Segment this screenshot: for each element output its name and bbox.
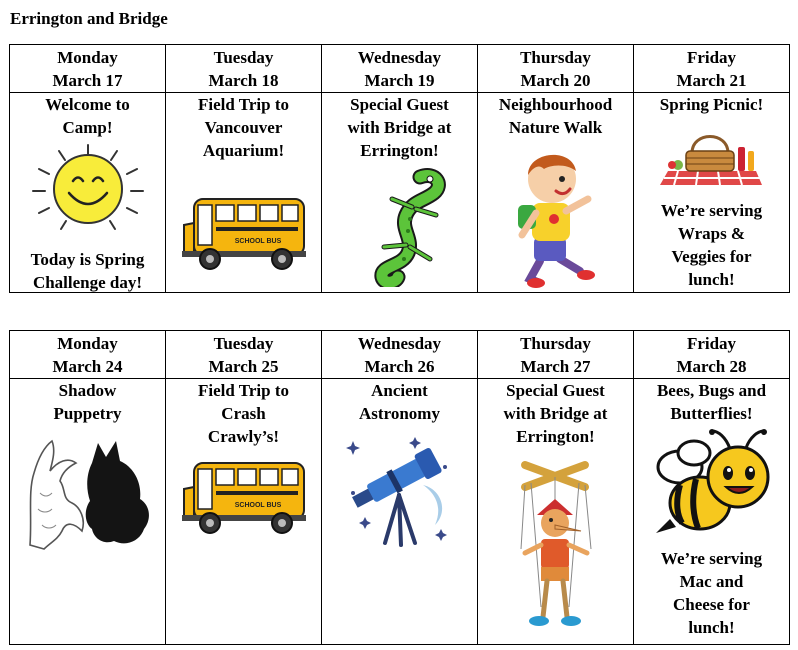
telescope-icon [345,433,455,551]
day-header-tuesday [166,331,322,379]
picnic-basket-icon [658,125,766,187]
day-name: Friday [686,48,737,67]
day-header-tuesday [166,45,322,93]
activity-text: Field Trip to Crash Crawly’s! [198,381,289,446]
activity-text: Special Guest with Bridge at Errington! [503,381,608,446]
page-title: Errington and Bridge [10,9,168,28]
bee-icon [646,429,778,539]
week-2-calendar [9,330,790,645]
activity-row [10,93,790,293]
activity-text: Shadow Puppetry [53,381,122,423]
day-date: March 19 [364,71,435,90]
day-date: March 26 [364,357,435,376]
day-date: March 25 [208,357,279,376]
activity-cell-monday [10,379,166,645]
activity-cell-wednesday [322,379,478,645]
day-date: March 20 [520,71,591,90]
activity-cell-monday [10,93,166,293]
school-bus-icon [180,457,308,537]
day-header-monday [10,331,166,379]
day-name: Thursday [520,334,591,353]
day-name: Monday [57,334,118,353]
day-name: Wednesday [357,48,442,67]
day-header-thursday [478,331,634,379]
day-header-wednesday [322,331,478,379]
day-header-monday [10,45,166,93]
day-header-friday [634,45,790,93]
day-date: March 18 [208,71,279,90]
bus-label: SCHOOL BUS [234,238,281,245]
activity-text: Welcome to Camp! [45,95,130,137]
day-date: March 17 [52,71,123,90]
lunch-menu: We’re serving Mac and Cheese for lunch! [660,549,763,637]
lunch-menu: We’re serving Wraps & Veggies for lunch! [660,201,763,289]
activity-cell-wednesday [322,93,478,293]
day-date: March 27 [520,357,591,376]
day-header-row [10,45,790,93]
day-name: Thursday [520,48,591,67]
day-header-row [10,331,790,379]
day-name: Monday [57,48,118,67]
gecko-icon [350,167,450,287]
activity-cell-thursday [478,93,634,293]
day-name: Tuesday [213,334,274,353]
activity-row [10,379,790,645]
day-date: March 24 [52,357,123,376]
activity-cell-tuesday [166,93,322,293]
bus-label: SCHOOL BUS [234,502,281,509]
week-1-calendar [9,44,790,293]
shadow-puppet-icon [22,433,154,551]
activity-cell-friday [634,93,790,293]
activity-text: Bees, Bugs and Butterflies! [656,381,767,423]
activity-cell-tuesday [166,379,322,645]
activity-text: Field Trip to Vancouver Aquarium! [198,95,289,160]
activity-text: Spring Picnic! [659,95,764,114]
day-name: Wednesday [357,334,442,353]
activity-cell-friday [634,379,790,645]
marionette-icon [501,457,611,639]
activity-cell-thursday [478,379,634,645]
activity-text: Special Guest with Bridge at Errington! [347,95,452,160]
sun-icon [29,143,147,233]
activity-note: Today is Spring Challenge day! [30,250,145,292]
day-header-wednesday [322,45,478,93]
day-date: March 21 [676,71,747,90]
day-name: Friday [686,334,737,353]
day-date: March 28 [676,357,747,376]
day-name: Tuesday [213,48,274,67]
activity-text: Neighbourhood Nature Walk [498,95,613,137]
school-bus-icon [180,193,308,273]
walking-child-icon [500,141,612,289]
day-header-friday [634,331,790,379]
day-header-thursday [478,45,634,93]
activity-text: Ancient Astronomy [359,381,440,423]
